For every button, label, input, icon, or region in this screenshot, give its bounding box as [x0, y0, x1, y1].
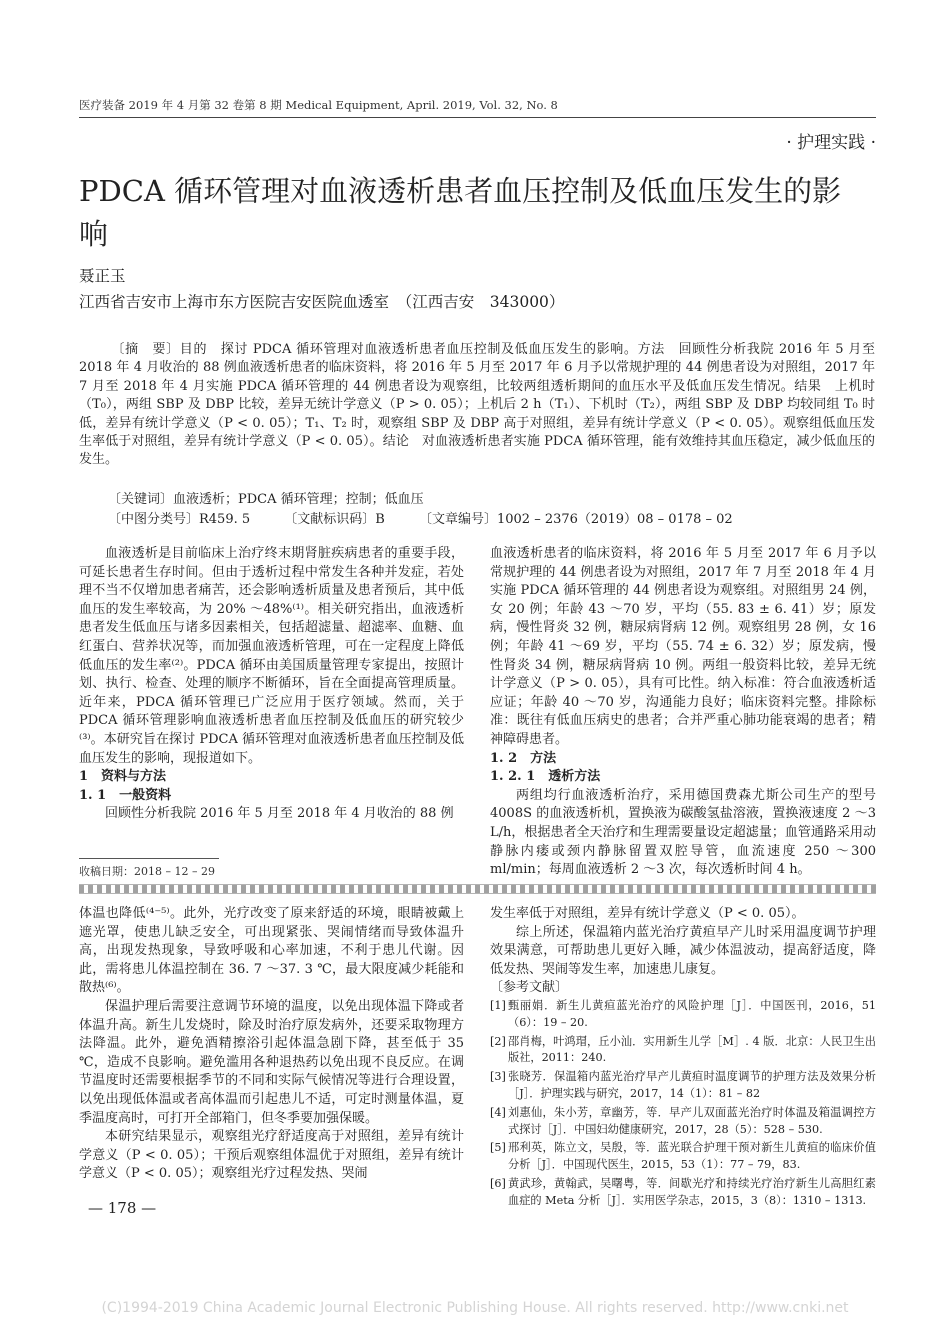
- general-data-paragraph: 回顾性分析我院 2016 年 5 月至 2018 年 4 月收治的 88 例: [105, 806, 454, 822]
- reference-item: [2] 邵肖梅，叶鸿瑁，丘小汕．实用新生儿学［M］. 4 版．北京：人民卫生出版社，2011：240.: [490, 1034, 876, 1065]
- section-heading-1-2: 1. 2 方法: [490, 750, 557, 766]
- footnote-rule: [79, 858, 219, 859]
- clc-number: 〔中图分类号〕R459. 5: [108, 512, 251, 527]
- keywords: 〔关键词〕血液透析；PDCA 循环管理；控制；低血压: [108, 492, 424, 507]
- body-paragraph: 保温护理后需要注意调节环境的温度，以免出现体温下降或者体温升高。新生儿发烧时，除及时治疗原发病外，还要采取物理方法降温。此外，避免酒精擦浴引起体温急剧下降，甚至低于 35 ℃，造成不良影响。避免滥用各种退热药以免出现不良反应。在调节温度时还需要根据季节的不同和实际气候情况等进行合理设置，以免出现低体温或者高体温而引起患儿不适，可定时测量体温，夏季温度高时，可打开全部箱门，但冬季要加强保暖。: [79, 998, 464, 1126]
- section-heading-1-1: 1. 1 一般资料: [79, 787, 172, 803]
- column-right-bottom: [490, 905, 876, 1212]
- classification-line: [108, 511, 763, 529]
- general-data-continued: 血液透析患者的临床资料，将 2016 年 5 月至 2017 年 6 月予以常规护理的 44 例患者设为对照组，2017 年 7 月至 2018 年 4 月实施 PDCA 循环管理的 44 例患者设为观察组。对照组男 24 例，女 20 例；年龄 43 ～70 岁，平均（55. 83 ± 6. 41）岁；原发病，慢性肾炎 32 例，糖尿病肾病 12 例。观察组男 28 例，女 16 例；年龄 41 ～69 岁，平均（55. 74 ± 6. 32）岁；原发病，慢性肾炎 34 例，糖尿病肾病 10 例。两组一般资料比较，差异无统计学意义（P > 0. 05），具有可比性。纳入标准：符合血液透析适应证；年龄 40 ～70 岁，沟通能力良好；临床资料完整。排除标准：既往有低血压病史的患者；合并严重心肺功能衰竭的患者；精神障碍患者。: [490, 546, 876, 747]
- column-right-top: [490, 545, 876, 880]
- reference-item: [5] 邢利英，陈立文，吴殷，等．蓝光联合护理干预对新生儿黄疸的临床价值分析［J］．中国现代医生，2015，53（1）：77 – 79，83.: [490, 1141, 876, 1172]
- copyright-watermark: (C)1994-2019 China Academic Journal Electronic Publishing House. All rights reserved. http://www.cnki.net: [101, 1300, 849, 1316]
- dialysis-method-paragraph: 两组均行血液透析治疗，采用德国费森尤斯公司生产的型号 4008S 的血液透析机，置换液为碳酸氢盐溶液，置换液速度 2 ～3 L/h，根据患者全天治疗和生理需要量设定超滤量；血管通路采用动静脉内瘘或颈内静脉留置双腔导管，血流速度 250 ～300 ml/min；每周血液透析 2 ～3 次，每次透析时间 4 h。: [490, 787, 876, 878]
- body-paragraph: 本研究结果显示，观察组光疗舒适度高于对照组，差异有统计学意义（P < 0. 05）；干预后观察组体温优于对照组，差异有统计学意义（P < 0. 05）；观察组光疗过程发热、哭闹: [79, 1129, 464, 1182]
- header-rule: [79, 117, 876, 118]
- body-paragraph: 发生率低于对照组，差异有统计学意义（P < 0. 05）。: [490, 906, 805, 921]
- intro-paragraph: 血液透析是目前临床上治疗终末期肾脏疾病患者的重要手段，可延长患者生存时间。但由于透析过程中常发生各种并发症，若处理不当不仅增加患者痛苦，还会影响透析质量及患者预后，其中低血压的发生率较高，为 20% ～48%⁽¹⁾。相关研究指出，血液透析患者发生低血压与诸多因素相关，包括超滤量、超滤率、血糖、血红蛋白、营养状况等，而加强血液透析管理，可在一定程度上降低低血压的发生率⁽²⁾。PDCA 循环由美国质量管理专家提出，按照计划、执行、检查、处理的顺序不断循环，旨在全面提高管理质量。近年来，PDCA 循环管理已广泛应用于医疗领域。然而，关于 PDCA 循环管理影响血液透析患者血压控制及低血压的研究较少⁽³⁾。本研究旨在探讨 PDCA 循环管理对血液透析患者血压控制及低血压发生的影响，现报道如下。: [79, 546, 464, 766]
- reference-item: [4] 刘惠仙，朱小芳，章幽芳，等．早产儿双面蓝光治疗时体温及箱温调控方式探讨［J］．中国妇幼健康研究，2017，28（5）：528 – 530.: [490, 1105, 876, 1136]
- reference-list: [490, 998, 876, 1210]
- journal-header: 医疗装备 2019 年 4 月第 32 卷第 8 期 Medical Equipment, April. 2019, Vol. 32, No. 8: [79, 98, 558, 112]
- reference-item: [6] 黄武珍，黄翰武，吴曙粤，等．间歇光疗和持续光疗治疗新生儿高胆红素血症的 Meta 分析［J］．实用医学杂志，2015，3（8）：1310 – 1313.: [490, 1176, 876, 1207]
- article-number: 〔文章编号〕1002 – 2376（2019）08 – 0178 – 02: [418, 512, 733, 527]
- section-heading-1-2-1: 1. 2. 1 透析方法: [490, 769, 601, 785]
- references-heading: 〔参考文献〕: [490, 980, 569, 996]
- article-divider: [79, 884, 876, 894]
- section-label: · 护理实践 ·: [786, 133, 876, 153]
- column-left-top: [79, 545, 464, 824]
- page-number: — 178 —: [88, 1199, 157, 1217]
- section-heading-1: 1 资料与方法: [79, 769, 167, 785]
- conclusion-paragraph: 综上所述，保温箱内蓝光治疗黄疸早产儿时采用温度调节护理效果满意，可帮助患儿更好入睡，减少体温波动，提高舒适度，降低发热、哭闹等发生率，加速患儿康复。: [490, 924, 876, 977]
- doc-code: 〔文献标识码〕B: [284, 512, 385, 527]
- column-left-bottom: [79, 905, 464, 1184]
- affiliation: 江西省吉安市上海市东方医院吉安医院血透室 （江西吉安 343000）: [79, 293, 565, 311]
- received-date: 收稿日期：2018 – 12 – 29: [79, 865, 215, 878]
- author: 聂正玉: [79, 267, 126, 285]
- article-title: PDCA 循环管理对血液透析患者血压控制及低血压发生的影响: [79, 174, 842, 251]
- abstract: 〔摘 要〕目的 探讨 PDCA 循环管理对血液透析患者血压控制及低血压发生的影响。方法 回顾性分析我院 2016 年 5 月至 2018 年 4 月收治的 88 例血液透析患者的临床资料，将 2016 年 5 月至 2017 年 6 月予以常规护理的 44 例患者设为对照组，2017 年 7 月至 2018 年 4 月实施 PDCA 循环管理的 44 例患者设为观察组，比较两组透析期间的血压水平及低血压发生情况。结果 上机时（T₀），两组 SBP 及 DBP 比较，差异无统计学意义（P > 0. 05）；上机后 2 h（T₁）、下机时（T₂），两组 SBP 及 DBP 均较同组 T₀ 时低，差异有统计学意义（P < 0. 05）；T₁、T₂ 时，观察组 SBP 及 DBP 高于对照组，差异有统计学意义（P < 0. 05）。观察组低血压发生率低于对照组，差异有统计学意义（P < 0. 05）。结论 对血液透析患者实施 PDCA 循环管理，能有效维持其血压稳定，减少低血压的发生。: [79, 342, 875, 468]
- body-paragraph: 体温也降低⁽⁴⁻⁵⁾。此外，光疗改变了原来舒适的环境，眼睛被戴上遮光罩，使患儿缺乏安全，可出现紧张、哭闹情绪而导致体温升高，出现发热现象，导致呼吸和心率加速，不利于患儿代谢。因此，需将患儿体温控制在 36. 7 ～37. 3 ℃，最大限度减少耗能和散热⁽⁶⁾。: [79, 906, 464, 996]
- reference-item: [1] 甄丽娟．新生儿黄疸蓝光治疗的风险护理［J］．中国医刊，2016，51（6）：19 – 20.: [490, 998, 876, 1029]
- reference-item: [3] 张晓芳．保温箱内蓝光治疗早产儿黄疸时温度调节的护理方法及效果分析［J］．护理实践与研究，2017，14（1）：81 – 82: [490, 1070, 876, 1100]
